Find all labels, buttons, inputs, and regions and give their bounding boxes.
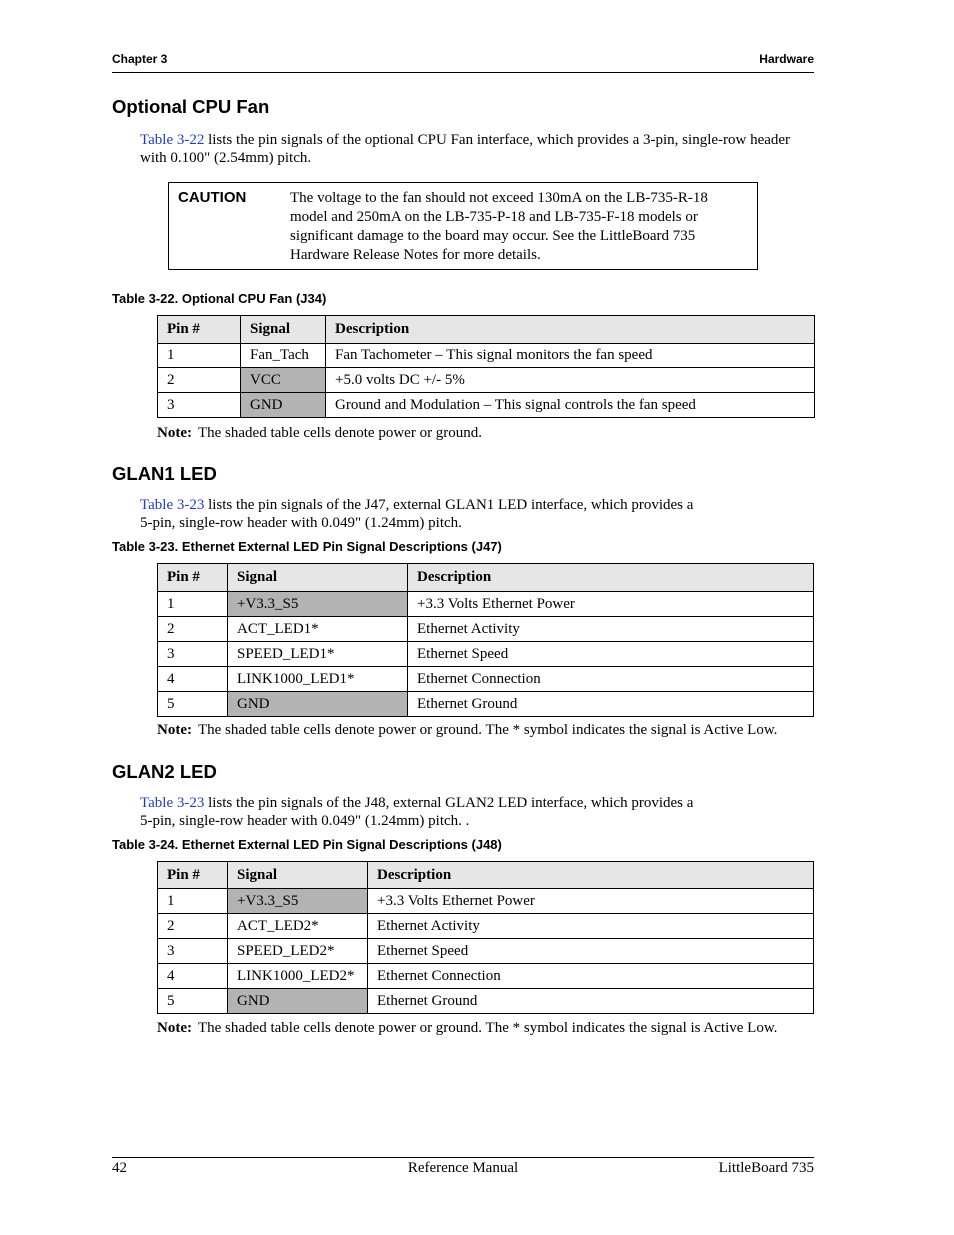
description-cell: Ethernet Connection bbox=[408, 667, 814, 692]
table-row bbox=[158, 368, 815, 393]
signal-cell: LINK1000_LED1* bbox=[228, 667, 408, 692]
signal-cell-shaded: GND bbox=[228, 692, 408, 717]
description-cell: Ground and Modulation – This signal controls the fan speed bbox=[326, 393, 815, 418]
table-3-24-caption: Table 3-24. Ethernet External LED Pin Signal Descriptions (J48) bbox=[112, 837, 502, 852]
table-row bbox=[158, 592, 814, 617]
pin-cell: 3 bbox=[158, 642, 228, 667]
table-3-23-caption: Table 3-23. Ethernet External LED Pin Signal Descriptions (J47) bbox=[112, 539, 502, 554]
description-cell: +3.3 Volts Ethernet Power bbox=[368, 889, 814, 914]
pin-cell: 2 bbox=[158, 617, 228, 642]
description-cell: +5.0 volts DC +/- 5% bbox=[326, 368, 815, 393]
table-header-row bbox=[158, 564, 814, 592]
page-header bbox=[112, 52, 814, 73]
caution-box bbox=[168, 182, 758, 270]
glan1-table bbox=[157, 563, 814, 717]
table-3-22-caption: Table 3-22. Optional CPU Fan (J34) bbox=[112, 291, 327, 306]
signal-cell-shaded: GND bbox=[228, 989, 368, 1014]
table-row bbox=[158, 667, 814, 692]
glan2-paragraph-line1 bbox=[140, 794, 693, 812]
glan1-paragraph-line1 bbox=[140, 496, 693, 514]
page-footer bbox=[112, 1157, 814, 1180]
table-row bbox=[158, 939, 814, 964]
cpu-fan-paragraph-line1 bbox=[140, 131, 790, 149]
column-header: Pin # bbox=[158, 862, 228, 889]
table-3-23-link[interactable]: Table 3-23 bbox=[140, 497, 205, 513]
description-cell: Ethernet Speed bbox=[368, 939, 814, 964]
pin-cell: 4 bbox=[158, 667, 228, 692]
table-row bbox=[158, 914, 814, 939]
chapter-label: Chapter 3 bbox=[112, 52, 168, 66]
section-label: Hardware bbox=[759, 52, 814, 66]
footer-product: LittleBoard 735 bbox=[718, 1160, 814, 1176]
heading-optional-cpu-fan: Optional CPU Fan bbox=[112, 96, 270, 117]
table-row bbox=[158, 989, 814, 1014]
glan2-paragraph-line2: 5-pin, single-row header with 0.049" (1.24mm) pitch. . bbox=[140, 813, 470, 829]
note-text: The shaded table cells denote power or ground. The * symbol indicates the signal is Active Low. bbox=[197, 1020, 778, 1036]
glan2-paragraph-text: lists the pin signals of the J48, external GLAN2 LED interface, which provides a bbox=[204, 795, 694, 811]
column-header: Pin # bbox=[158, 316, 241, 344]
signal-cell: LINK1000_LED2* bbox=[228, 964, 368, 989]
note-text: The shaded table cells denote power or ground. The * symbol indicates the signal is Active Low. bbox=[197, 722, 778, 738]
signal-cell: ACT_LED1* bbox=[228, 617, 408, 642]
pin-cell: 1 bbox=[158, 889, 228, 914]
column-header: Signal bbox=[228, 862, 368, 889]
signal-cell-shaded: +V3.3_S5 bbox=[228, 889, 368, 914]
table-row bbox=[158, 642, 814, 667]
glan1-paragraph-text: lists the pin signals of the J47, external GLAN1 LED interface, which provides a bbox=[204, 497, 694, 513]
note-label: Note: bbox=[157, 722, 192, 738]
pin-cell: 1 bbox=[158, 592, 228, 617]
glan1-paragraph bbox=[140, 496, 693, 532]
description-cell: Ethernet Ground bbox=[408, 692, 814, 717]
pin-cell: 2 bbox=[158, 368, 241, 393]
pin-cell: 3 bbox=[158, 393, 241, 418]
cpu-fan-paragraph bbox=[140, 131, 790, 167]
cpu-fan-paragraph-text: lists the pin signals of the optional CPU Fan interface, which provides a 3-pin, single-row header bbox=[204, 132, 791, 148]
page-number: 42 bbox=[112, 1160, 127, 1176]
description-cell: Ethernet Ground bbox=[368, 989, 814, 1014]
glan2-table bbox=[157, 861, 814, 1014]
signal-cell-shaded: +V3.3_S5 bbox=[228, 592, 408, 617]
column-header: Pin # bbox=[158, 564, 228, 592]
cpu-fan-paragraph-line2: with 0.100" (2.54mm) pitch. bbox=[140, 150, 312, 166]
pin-cell: 5 bbox=[158, 692, 228, 717]
column-header: Description bbox=[326, 316, 815, 344]
pin-cell: 1 bbox=[158, 344, 241, 368]
caution-text: The voltage to the fan should not exceed 130mA on the LB-735-R-18 model and 250mA on the LB-735-P-18 and LB-735-F-18 models or significant damage to the board may occur. See the LittleBoard 735 Hardware Release Notes for more details. bbox=[290, 190, 708, 263]
table-row bbox=[158, 393, 815, 418]
signal-cell: ACT_LED2* bbox=[228, 914, 368, 939]
description-cell: Ethernet Speed bbox=[408, 642, 814, 667]
pin-cell: 5 bbox=[158, 989, 228, 1014]
column-header: Description bbox=[368, 862, 814, 889]
signal-cell-shaded: GND bbox=[241, 393, 326, 418]
pin-cell: 2 bbox=[158, 914, 228, 939]
description-cell: Ethernet Activity bbox=[408, 617, 814, 642]
caution-label: CAUTION bbox=[178, 189, 247, 206]
heading-glan1-led: GLAN1 LED bbox=[112, 463, 217, 484]
description-cell: Ethernet Connection bbox=[368, 964, 814, 989]
table-row bbox=[158, 617, 814, 642]
glan2-paragraph bbox=[140, 794, 693, 830]
signal-cell: Fan_Tach bbox=[241, 344, 326, 368]
table-3-23-link[interactable]: Table 3-23 bbox=[140, 795, 205, 811]
heading-glan2-led: GLAN2 LED bbox=[112, 761, 217, 782]
cpu-fan-table bbox=[157, 315, 815, 418]
signal-cell: SPEED_LED1* bbox=[228, 642, 408, 667]
column-header: Signal bbox=[241, 316, 326, 344]
table-header-row bbox=[158, 316, 815, 344]
description-cell: +3.3 Volts Ethernet Power bbox=[408, 592, 814, 617]
cpu-fan-note bbox=[157, 425, 482, 442]
table-row bbox=[158, 344, 815, 368]
table-header-row bbox=[158, 862, 814, 889]
description-cell: Ethernet Activity bbox=[368, 914, 814, 939]
column-header: Signal bbox=[228, 564, 408, 592]
pin-cell: 4 bbox=[158, 964, 228, 989]
footer-title: Reference Manual bbox=[407, 1160, 519, 1176]
table-3-22-link[interactable]: Table 3-22 bbox=[140, 132, 205, 148]
note-text: The shaded table cells denote power or ground. bbox=[197, 425, 483, 441]
column-header: Description bbox=[408, 564, 814, 592]
glan2-note bbox=[157, 1020, 777, 1037]
signal-cell-shaded: VCC bbox=[241, 368, 326, 393]
table-row bbox=[158, 964, 814, 989]
note-label: Note: bbox=[157, 425, 192, 441]
glan1-paragraph-line2: 5-pin, single-row header with 0.049" (1.24mm) pitch. bbox=[140, 515, 462, 531]
table-row bbox=[158, 889, 814, 914]
pin-cell: 3 bbox=[158, 939, 228, 964]
signal-cell: SPEED_LED2* bbox=[228, 939, 368, 964]
table-row bbox=[158, 692, 814, 717]
description-cell: Fan Tachometer – This signal monitors the fan speed bbox=[326, 344, 815, 368]
glan1-note bbox=[157, 722, 777, 739]
note-label: Note: bbox=[157, 1020, 192, 1036]
